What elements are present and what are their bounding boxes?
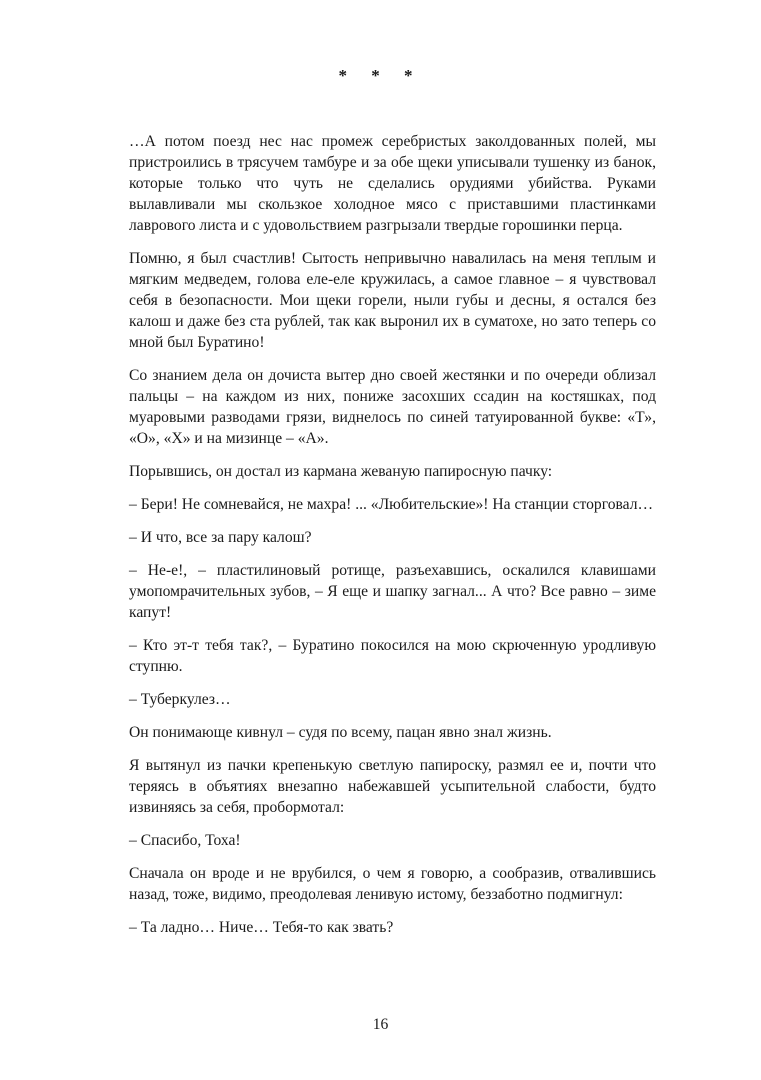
paragraph: – Бери! Не сомневайся, не махра! ... «Любительские»! На станции сторговал… (129, 496, 654, 513)
paragraph: Порывшись, он достал из кармана жеваную папиросную пачку: (129, 463, 553, 480)
paragraph: – Спасибо, Тоха! (129, 832, 241, 849)
paragraph: Со знанием дела он дочиста вытер дно своей жестянки и по очереди облизал пальцы – на каждом из них, пониже засохших ссадин на костяшках, под муаровыми разводами грязи, виднелось по синей татуированной букве: «Т», «О», «Х» и на мизинце – «А». (129, 367, 656, 447)
paragraph: – Туберкулез… (129, 691, 231, 708)
paragraph: – Та ладно… Ниче… Тебя-то как звать? (129, 919, 394, 936)
paragraph: Помню, я был счастлив! Сытость непривычно навалилась на меня теплым и мягким медведем, голова еле-еле кружилась, а самое главное – я чувствовал себя в безопасности. Мои щеки горели, ныли губы и десны, я остался без калош и даже без ста рублей, так как выронил их в суматохе, но зато теперь со мной был Буратино! (129, 250, 656, 351)
paragraph: Сначала он вроде и не врубился, о чем я говорю, а сообразив, отвалившись назад, тоже, видимо, преодолевая ленивую истому, беззаботно подмигнул: (129, 865, 656, 903)
paragraph: – Не-е!, – пластилиновый ротище, разъехавшись, оскалился клавишами умопомрачительных зубов, – Я еще и шапку загнал... А что? Все равно – зиме капут! (129, 562, 656, 621)
paragraph: Он понимающе кивнул – судя по всему, пацан явно знал жизнь. (129, 724, 552, 741)
text-body (129, 131, 656, 950)
paragraph: – И что, все за пару калош? (129, 529, 312, 546)
paragraph: – Кто эт-т тебя так?, – Буратино покосился на мою скрюченную уродливую ступню. (129, 637, 656, 675)
section-separator: * * * (338, 66, 423, 85)
page-number: 16 (372, 1016, 389, 1033)
paragraph: Я вытянул из пачки крепенькую светлую папироску, размял ее и, почти что теряясь в объятиях внезапно набежавшей усыпительной слабости, будто извиняясь за себя, пробормотал: (129, 757, 656, 816)
paragraph: …А потом поезд нес нас промеж серебристых заколдованных полей, мы пристроились в трясучем тамбуре и за обе щеки уписывали тушенку из банок, которые только что чуть не сделались орудиями убийства. Руками вылавливали мы скользкое холодное мясо с приставшими пластинками лаврового листа и с удовольствием разгрызали твердые горошинки перца. (129, 133, 656, 234)
